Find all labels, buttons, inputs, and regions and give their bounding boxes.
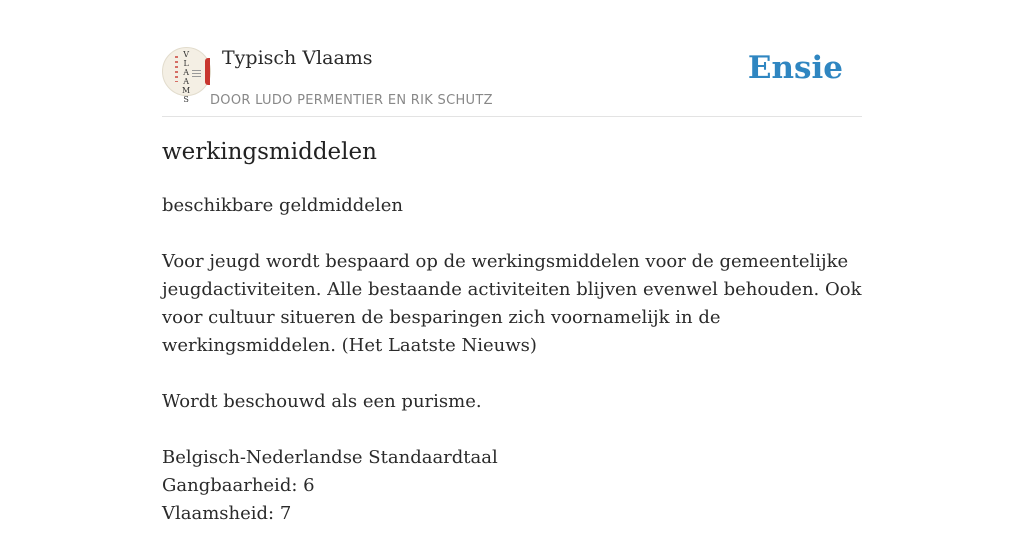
meta-standard: Belgisch-Nederlandse Standaardtaal <box>162 447 498 468</box>
meta-vlaamsheid: Vlaamsheid: 7 <box>162 503 292 524</box>
entry-example: Voor jeugd wordt bespaard op de werkingsmiddelen voor de gemeentelijke jeugdactiviteiten. Alle bestaande activiteiten blijven evenwel behouden. Ook voor cultuur situeren de besparingen zich voornamelijk in de werkingsmiddelen. (Het Laatste Nieuws) <box>162 251 862 356</box>
byline: DOOR LUDO PERMENTIER EN RIK SCHUTZ <box>210 93 493 108</box>
site-header <box>162 40 862 117</box>
meta-gangbaarheid: Gangbaarheid: 6 <box>162 475 315 496</box>
entry-meta <box>162 444 862 528</box>
entry-note: Wordt beschouwd als een purisme. <box>162 391 482 412</box>
entry-definition: beschikbare geldmiddelen <box>162 195 403 216</box>
logo-decoration <box>175 56 178 82</box>
logo-lettering: V L A A M S <box>182 50 191 104</box>
entry-term: werkingsmiddelen <box>162 139 377 165</box>
book-cover-logo[interactable] <box>162 47 211 104</box>
logo-red-edge <box>205 58 210 85</box>
entry-content <box>162 192 862 556</box>
logo-text-lines <box>192 70 201 78</box>
ensie-brand-link[interactable]: Ensie <box>747 50 843 86</box>
site-title[interactable]: Typisch Vlaams <box>222 47 373 69</box>
